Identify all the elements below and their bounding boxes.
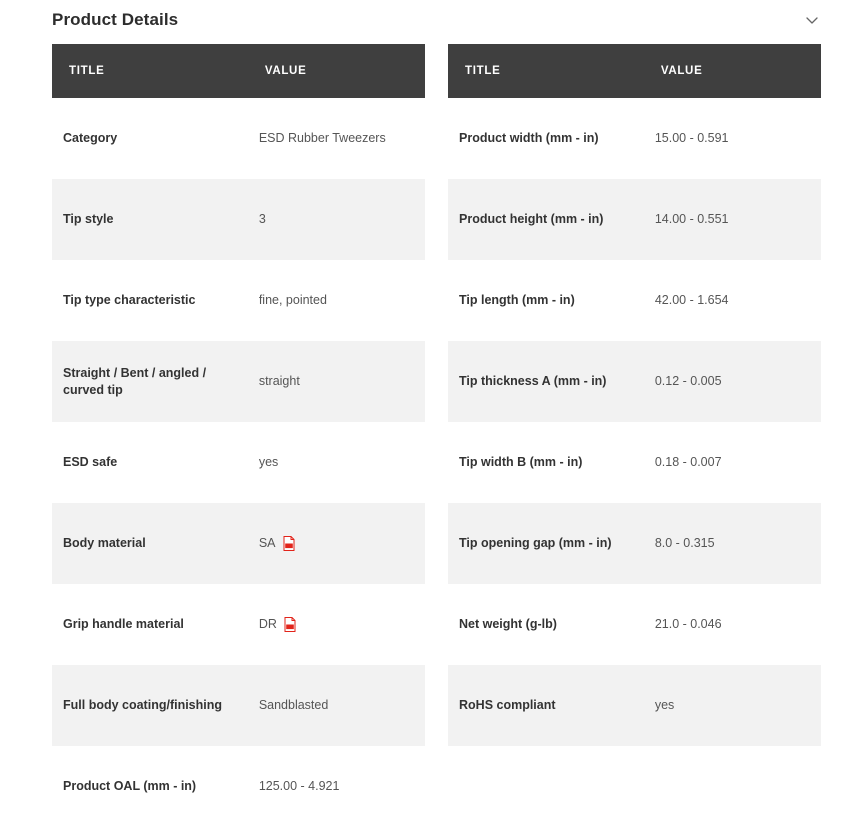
row-value: 3 bbox=[248, 179, 425, 260]
row-title: Grip handle material bbox=[52, 584, 248, 665]
table-row-spacer bbox=[448, 746, 821, 827]
table-row bbox=[448, 584, 821, 665]
row-value-empty bbox=[644, 746, 821, 827]
row-value: yes bbox=[248, 422, 425, 503]
row-value: 21.0 - 0.046 bbox=[644, 584, 821, 665]
table-header-row bbox=[52, 44, 425, 98]
row-value: 8.0 - 0.315 bbox=[644, 503, 821, 584]
row-value: 14.00 - 0.551 bbox=[644, 179, 821, 260]
row-title: Tip type characteristic bbox=[52, 260, 248, 341]
row-value: straight bbox=[248, 341, 425, 422]
row-title-empty bbox=[448, 746, 644, 827]
column-header-value: VALUE bbox=[248, 44, 425, 98]
datasheet-link[interactable] bbox=[259, 535, 295, 552]
table-head-left bbox=[52, 44, 425, 98]
table-row bbox=[448, 98, 821, 179]
row-title: Full body coating/finishing bbox=[52, 665, 248, 746]
row-value: yes bbox=[644, 665, 821, 746]
row-title: Product height (mm - in) bbox=[448, 179, 644, 260]
table-body-right bbox=[448, 98, 821, 827]
table-row bbox=[448, 179, 821, 260]
table-row bbox=[52, 179, 425, 260]
column-header-title: TITLE bbox=[448, 44, 644, 98]
row-title: Tip style bbox=[52, 179, 248, 260]
table-row bbox=[52, 341, 425, 422]
row-value: 0.18 - 0.007 bbox=[644, 422, 821, 503]
row-title: Tip thickness A (mm - in) bbox=[448, 341, 644, 422]
column-header-title: TITLE bbox=[52, 44, 248, 98]
details-tables bbox=[0, 44, 861, 827]
table-row bbox=[52, 98, 425, 179]
table-row bbox=[52, 584, 425, 665]
page-title: Product Details bbox=[52, 10, 179, 29]
table-row bbox=[448, 503, 821, 584]
table-row bbox=[52, 422, 425, 503]
row-title: Tip length (mm - in) bbox=[448, 260, 644, 341]
row-title: Product width (mm - in) bbox=[448, 98, 644, 179]
table-body-left bbox=[52, 98, 425, 827]
pdf-icon bbox=[284, 617, 296, 632]
row-value: 15.00 - 0.591 bbox=[644, 98, 821, 179]
table-header-row bbox=[448, 44, 821, 98]
row-value: SA bbox=[258, 536, 276, 551]
row-title: Tip opening gap (mm - in) bbox=[448, 503, 644, 584]
table-row bbox=[448, 665, 821, 746]
row-title: Category bbox=[52, 98, 248, 179]
row-value: fine, pointed bbox=[248, 260, 425, 341]
table-head-right bbox=[448, 44, 821, 98]
table-row bbox=[52, 503, 425, 584]
row-title: Body material bbox=[52, 503, 248, 584]
row-value: Sandblasted bbox=[248, 665, 425, 746]
table-row bbox=[448, 341, 821, 422]
row-title: Straight / Bent / angled / curved tip bbox=[52, 341, 248, 422]
row-title: Net weight (g-lb) bbox=[448, 584, 644, 665]
row-value: 125.00 - 4.921 bbox=[248, 746, 425, 827]
product-details-table-right bbox=[448, 44, 821, 827]
table-row bbox=[52, 260, 425, 341]
row-value: 0.12 - 0.005 bbox=[644, 341, 821, 422]
table-row bbox=[52, 665, 425, 746]
row-title: Tip width B (mm - in) bbox=[448, 422, 644, 503]
datasheet-link[interactable] bbox=[259, 616, 296, 633]
chevron-down-icon[interactable] bbox=[803, 11, 821, 29]
table-row bbox=[448, 422, 821, 503]
column-header-value: VALUE bbox=[644, 44, 821, 98]
section-header bbox=[0, 0, 861, 44]
pdf-icon bbox=[283, 536, 295, 551]
row-value: ESD Rubber Tweezers bbox=[248, 98, 425, 179]
row-value-cell bbox=[248, 503, 425, 584]
table-row bbox=[448, 260, 821, 341]
row-value: 42.00 - 1.654 bbox=[644, 260, 821, 341]
table-row bbox=[52, 746, 425, 827]
product-details-table-left bbox=[52, 44, 425, 827]
row-value: DR bbox=[258, 617, 277, 632]
row-value-cell bbox=[248, 584, 425, 665]
row-title: ESD safe bbox=[52, 422, 248, 503]
row-title: RoHS compliant bbox=[448, 665, 644, 746]
row-title: Product OAL (mm - in) bbox=[52, 746, 248, 827]
